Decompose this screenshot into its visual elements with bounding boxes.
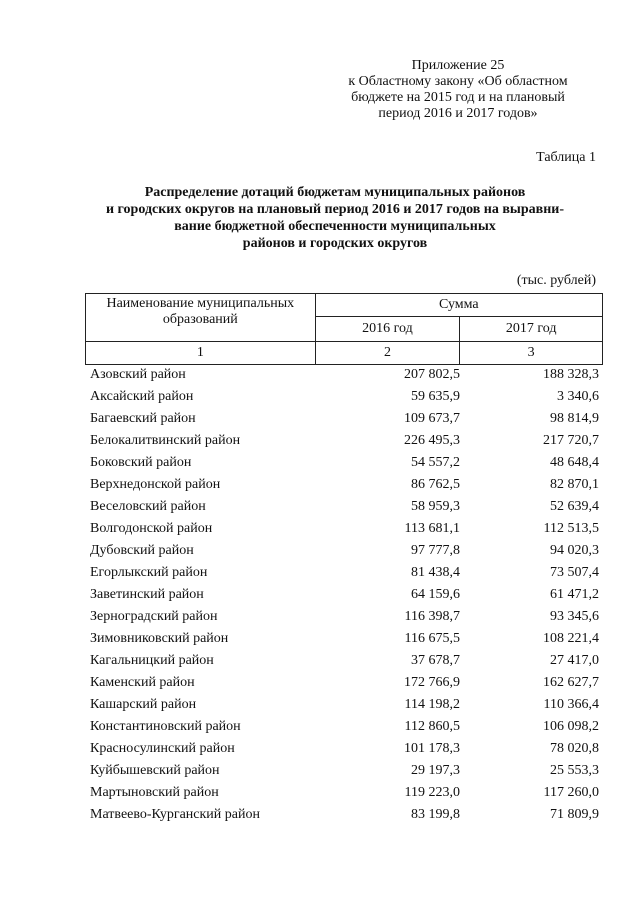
value-2017: 93 345,6 (550, 609, 599, 624)
municipality-name: Егорлыкский район (90, 565, 208, 580)
title-line: и городских округов на плановый период 2016 и 2017 годов на выравни- (105, 202, 564, 217)
value-2017: 117 260,0 (543, 785, 599, 800)
municipality-name: Веселовский район (90, 499, 206, 514)
table-row (85, 608, 603, 630)
column-header-2017: 2017 год (460, 317, 603, 342)
value-2017: 108 221,4 (543, 631, 599, 646)
table-row (85, 476, 603, 498)
value-2016: 114 198,2 (404, 697, 460, 712)
value-2016: 113 681,1 (404, 521, 460, 536)
title-line: Распределение дотаций бюджетам муниципальных районов (144, 185, 526, 200)
table-row (85, 762, 603, 784)
table-row (85, 674, 603, 696)
value-2017: 82 870,1 (550, 477, 599, 492)
value-2016: 172 766,9 (404, 675, 460, 690)
municipality-name: Каменский район (90, 675, 195, 690)
value-2017: 48 648,4 (550, 455, 599, 470)
table-row (85, 410, 603, 432)
value-2016: 116 398,7 (404, 609, 460, 624)
municipality-name: Зерноградский район (90, 609, 218, 624)
table-row (85, 432, 603, 454)
municipality-name: Кагальницкий район (90, 653, 214, 668)
table-row (85, 586, 603, 608)
appendix-line: Приложение 25 (411, 58, 505, 73)
value-2016: 54 557,2 (411, 455, 460, 470)
column-number-1: 1 (86, 342, 316, 365)
municipality-name: Верхнедонской район (90, 477, 221, 492)
table-row (85, 454, 603, 476)
municipality-name: Волгодонской район (90, 521, 213, 536)
municipality-name: Матвеево-Курганский район (90, 807, 260, 822)
appendix-reference (328, 58, 588, 122)
title-line: вание бюджетной обеспеченности муниципальных (174, 219, 496, 234)
value-2017: 71 809,9 (550, 807, 599, 822)
column-number-2: 2 (315, 342, 460, 365)
table-row (85, 542, 603, 564)
value-2016: 207 802,5 (404, 367, 460, 382)
value-2017: 94 020,3 (550, 543, 599, 558)
appendix-line: к Областному закону «Об областном (348, 74, 568, 89)
column-header-name: Наименование муниципальных образований (86, 294, 316, 342)
table-label: Таблица 1 (536, 150, 596, 165)
value-2017: 52 639,4 (550, 499, 599, 514)
value-2016: 97 777,8 (411, 543, 460, 558)
value-2017: 78 020,8 (550, 741, 599, 756)
value-2017: 162 627,7 (543, 675, 599, 690)
table-row (85, 652, 603, 674)
document-title (70, 184, 600, 252)
column-header-sum: Сумма (315, 294, 602, 317)
units-label: (тыс. рублей) (516, 273, 596, 288)
municipality-name: Боковский район (90, 455, 192, 470)
table-header (85, 293, 603, 365)
table-row (85, 366, 603, 388)
column-header-2016: 2016 год (315, 317, 460, 342)
municipality-name: Константиновский район (90, 719, 241, 734)
table-row (85, 696, 603, 718)
municipality-name: Багаевский район (90, 411, 196, 426)
value-2017: 106 098,2 (543, 719, 599, 734)
table-row (85, 718, 603, 740)
municipality-name: Аксайский район (90, 389, 194, 404)
value-2017: 3 340,6 (557, 389, 599, 404)
municipality-name: Красносулинский район (90, 741, 235, 756)
value-2016: 81 438,4 (411, 565, 460, 580)
value-2016: 64 159,6 (411, 587, 460, 602)
value-2016: 83 199,8 (411, 807, 460, 822)
value-2016: 112 860,5 (404, 719, 460, 734)
value-2016: 29 197,3 (411, 763, 460, 778)
municipality-name: Кашарский район (90, 697, 197, 712)
table-row (85, 498, 603, 520)
table-row (85, 806, 603, 828)
table-row (85, 630, 603, 652)
value-2017: 188 328,3 (543, 367, 599, 382)
municipality-name: Азовский район (90, 367, 186, 382)
municipality-name: Заветинский район (90, 587, 204, 602)
value-2016: 59 635,9 (411, 389, 460, 404)
table-row (85, 520, 603, 542)
appendix-line: бюджете на 2015 год и на плановый (351, 90, 565, 105)
value-2017: 110 366,4 (543, 697, 599, 712)
municipality-name: Белокалитвинский район (90, 433, 241, 448)
value-2017: 98 814,9 (550, 411, 599, 426)
value-2016: 226 495,3 (404, 433, 460, 448)
value-2017: 27 417,0 (550, 653, 599, 668)
title-line: районов и городских округов (242, 236, 428, 251)
table-row (85, 564, 603, 586)
table-row (85, 740, 603, 762)
value-2017: 25 553,3 (550, 763, 599, 778)
table-row (85, 784, 603, 806)
value-2016: 109 673,7 (404, 411, 460, 426)
column-number-3: 3 (460, 342, 603, 365)
municipality-name: Зимовниковский район (90, 631, 229, 646)
municipality-name: Мартыновский район (90, 785, 219, 800)
value-2016: 86 762,5 (411, 477, 460, 492)
table-body (85, 366, 603, 828)
appendix-line: период 2016 и 2017 годов» (378, 106, 538, 121)
value-2016: 116 675,5 (404, 631, 460, 646)
value-2016: 101 178,3 (404, 741, 460, 756)
value-2017: 217 720,7 (543, 433, 599, 448)
value-2017: 112 513,5 (543, 521, 599, 536)
value-2017: 61 471,2 (550, 587, 599, 602)
value-2016: 119 223,0 (404, 785, 460, 800)
value-2016: 37 678,7 (411, 653, 460, 668)
value-2017: 73 507,4 (550, 565, 599, 580)
value-2016: 58 959,3 (411, 499, 460, 514)
table-row (85, 388, 603, 410)
municipality-name: Куйбышевский район (90, 763, 220, 778)
municipality-name: Дубовский район (90, 543, 194, 558)
